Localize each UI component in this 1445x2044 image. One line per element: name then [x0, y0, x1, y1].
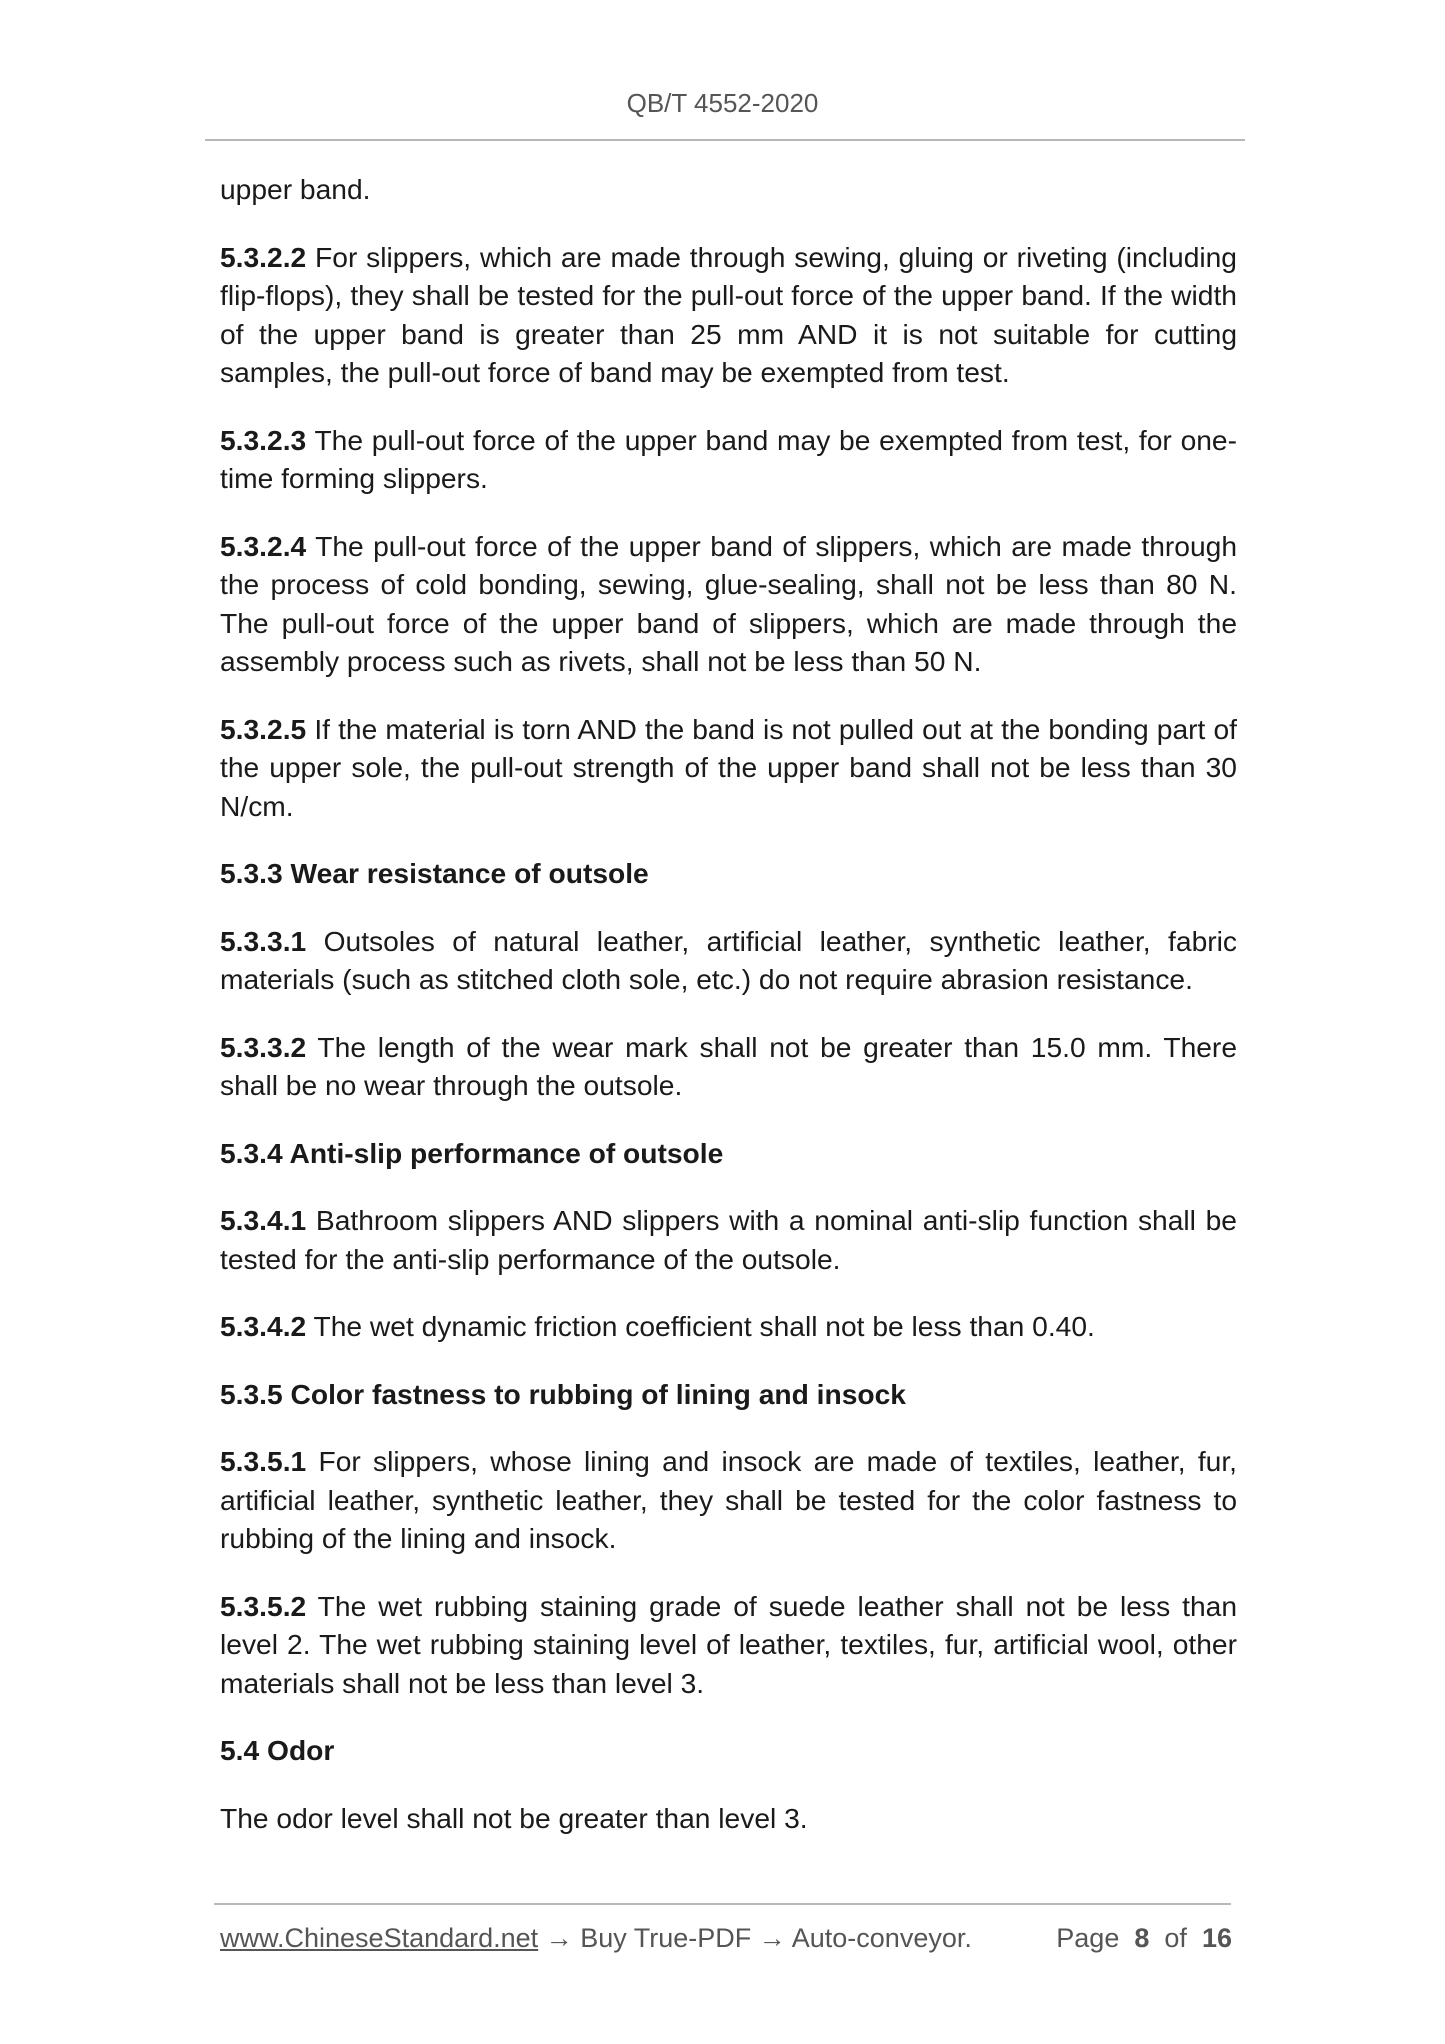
total-page-count: 16	[1201, 1923, 1232, 1953]
page-indicator	[1056, 1923, 1232, 1954]
document-id-header: QB/T 4552-2020	[626, 88, 819, 118]
clause-text: The pull-out force of the upper band of slippers, which are made through the process of cold bonding, sewing, glue-sealing, shall not be less than 80 N. The pull-out force of the upper band of slippers, which are made through the assembly process such as rivets, shall not be less than 50 N.	[220, 529, 1237, 677]
clause-5-3-2-4	[220, 527, 1237, 681]
clause-number: 5.3.4.1	[220, 1204, 307, 1236]
header-divider	[205, 139, 1245, 141]
clause-number: 5.3.2.5	[220, 712, 307, 745]
odor-requirement-text: The odor level shall not be greater than level 3.	[220, 1801, 808, 1834]
website-link[interactable]: www.ChineseStandard.net	[220, 1923, 539, 1953]
clause-number: 5.3.5.2	[220, 1589, 307, 1622]
clause-5-3-2-5	[220, 710, 1237, 826]
of-label: of	[1164, 1923, 1187, 1953]
clause-5-3-5-1	[220, 1442, 1237, 1558]
clause-5-3-2-3	[220, 421, 1237, 498]
clause-text: The wet rubbing staining grade of suede leather shall not be less than level 2. The wet rubbing staining level of leather, textiles, fur, artificial wool, other materials shall not be less than level 3.	[220, 1589, 1237, 1699]
document-body	[220, 170, 1237, 1866]
section-heading-5-3-4: 5.3.4 Anti-slip performance of outsole	[220, 1136, 724, 1169]
continuation-text: upper band.	[220, 173, 371, 205]
clause-text: The pull-out force of the upper band may be exempted from test, for one-time forming slippers.	[220, 423, 1237, 494]
clause-text: If the material is torn AND the band is not pulled out at the bonding part of the upper sole, the pull-out strength of the upper band shall not be less than 30 N/cm.	[220, 712, 1237, 822]
clause-5-3-4-2	[220, 1307, 1237, 1346]
clause-5-3-2-2	[220, 238, 1237, 392]
page-label: Page	[1056, 1923, 1120, 1953]
section-heading-5-3-3: 5.3.3 Wear resistance of outsole	[220, 857, 649, 889]
clause-text: For slippers, whose lining and insock are made of textiles, leather, fur, artificial leather, synthetic leather, they shall be tested for the color fastness to rubbing of the lining and insock.	[220, 1445, 1237, 1554]
section-heading-5-4: 5.4 Odor	[220, 1734, 335, 1766]
clause-number: 5.3.3.1	[220, 924, 307, 957]
clause-number: 5.3.3.2	[220, 1030, 307, 1063]
clause-5-3-4-1	[220, 1201, 1237, 1278]
clause-text: For slippers, which are made through sewing, gluing or riveting (including flip-flops), they shall be tested for the pull-out force of the upper band. If the width of the upper band is greater than 25 mm AND it is not suitable for cutting samples, the pull-out force of band may be exempted from test.	[220, 240, 1237, 388]
footer-source	[220, 1923, 972, 1954]
clause-text: The length of the wear mark shall not be greater than 15.0 mm. There shall be no wear through the outsole.	[220, 1030, 1237, 1101]
clause-number: 5.3.2.4	[220, 529, 307, 562]
clause-text: Bathroom slippers AND slippers with a nominal anti-slip function shall be tested for the anti-slip performance of the outsole.	[220, 1204, 1237, 1275]
clause-text: The wet dynamic friction coefficient shall not be less than 0.40.	[313, 1310, 1095, 1342]
clause-number: 5.3.2.2	[220, 240, 307, 273]
clause-number: 5.3.4.2	[220, 1310, 307, 1342]
footer-trail-text: → Buy True-PDF → Auto-conveyor.	[538, 1923, 972, 1953]
clause-5-3-3-2	[220, 1028, 1237, 1105]
clause-text: Outsoles of natural leather, artificial leather, synthetic leather, fabric materials (such as stitched cloth sole, etc.) do not require abrasion resistance.	[220, 924, 1237, 995]
current-page-number: 8	[1134, 1923, 1150, 1953]
clause-5-3-3-1	[220, 922, 1237, 999]
clause-number: 5.3.5.1	[220, 1445, 307, 1477]
footer-divider	[214, 1903, 1231, 1905]
clause-5-3-5-2	[220, 1587, 1237, 1703]
section-heading-5-3-5: 5.3.5 Color fastness to rubbing of lining and insock	[220, 1377, 906, 1410]
clause-number: 5.3.2.3	[220, 423, 307, 456]
